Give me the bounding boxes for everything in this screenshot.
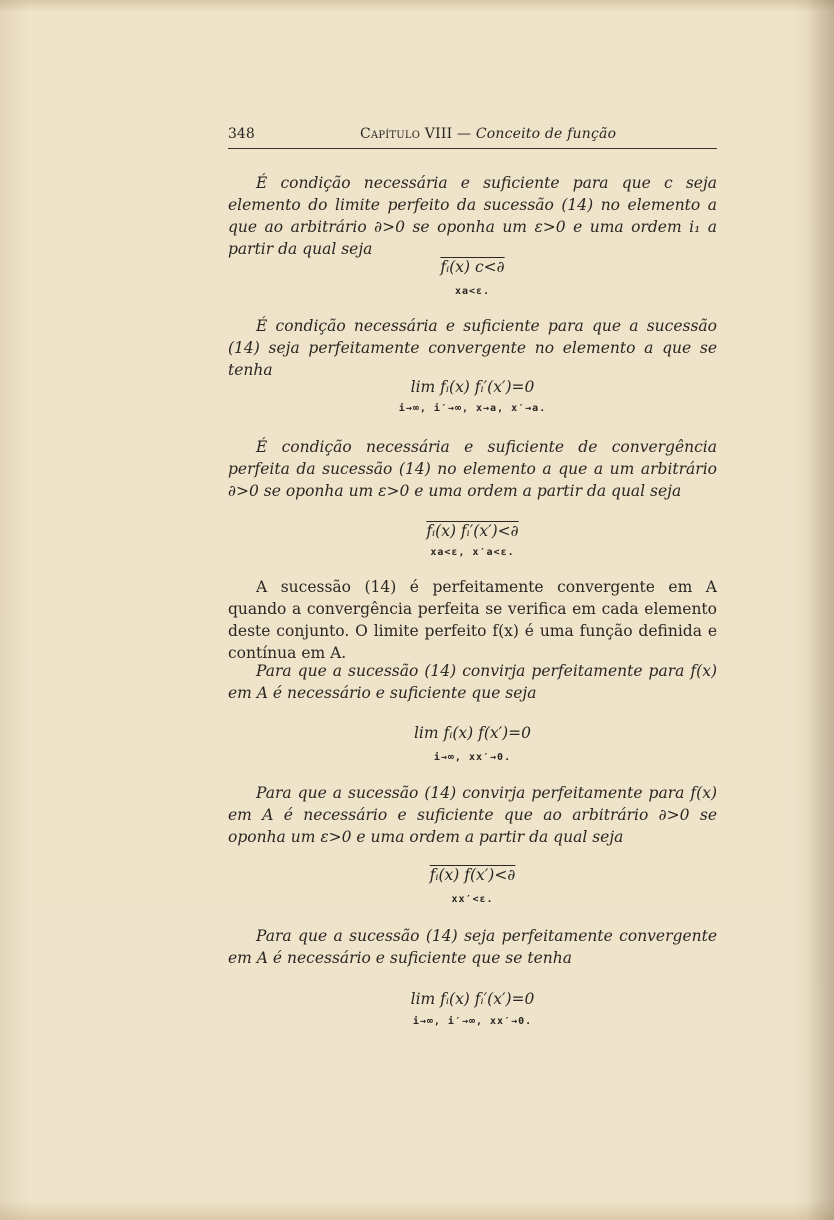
formula-7-condition: i→∞, i′→∞, xx′→0.: [412, 1016, 533, 1027]
page-header: [228, 126, 717, 149]
scan-edge-shadow: [806, 0, 834, 1220]
paragraph-3: [228, 436, 717, 502]
paragraph-5: [228, 660, 717, 704]
running-head-chapter: Capítulo VIII —: [360, 126, 472, 142]
paragraph-6: [228, 782, 717, 848]
formula-3-condition: xa<ε, x′a<ε.: [430, 547, 515, 558]
formula-6-condition: xx′<ε.: [451, 894, 494, 905]
paragraph-7: [228, 925, 717, 969]
running-head-title: Conceito de função: [475, 126, 617, 142]
paragraph-4-text: A sucessão (14) é perfeitamente convergente em A quando a convergência perfeita se verifica em cada elemento deste conjunto. O limite perfeito f(x) é uma função definida e contínua em A.: [228, 578, 717, 662]
paragraph-4: [228, 576, 717, 664]
paragraph-2: [228, 315, 717, 381]
paragraph-7-text: Para que a sucessão (14) seja perfeitamente convergente em A é necessário e suficiente que se tenha: [228, 927, 717, 967]
formula-2-main: lim fᵢ(x) fᵢ′(x′)=0: [410, 378, 535, 396]
formula-3: [228, 521, 717, 541]
formula-1-condition: xa<ε.: [454, 286, 491, 297]
formula-7: [228, 989, 717, 1009]
formula-2-condition: i→∞, i′→∞, x→a, x′→a.: [398, 403, 547, 414]
formula-1-main: fᵢ(x) c<∂: [440, 258, 505, 276]
formula-2: [228, 377, 717, 397]
formula-3-main: fᵢ(x) fᵢ′(x′)<∂: [426, 522, 519, 540]
formula-5: [228, 723, 717, 743]
formula-5-condition: i→∞, xx′→0.: [433, 752, 512, 763]
formula-7-main: lim fᵢ(x) fᵢ′(x′)=0: [410, 990, 535, 1008]
paragraph-3-text: É condição necessária e suficiente de convergência perfeita da sucessão (14) no elemento a que a um arbitrário ∂>0 se oponha um ε>0 e uma ordem a partir da qual seja: [228, 438, 717, 500]
running-head: [360, 126, 616, 142]
formula-5-main: lim fᵢ(x) f(x′)=0: [413, 724, 532, 742]
page-number: 348: [228, 126, 255, 142]
paragraph-6-text: Para que a sucessão (14) convirja perfeitamente para f(x) em A é necessário e suficiente que ao arbitrário ∂>0 se oponha um ε>0 e uma ordem a partir da qual seja: [228, 784, 717, 846]
formula-6: [228, 865, 717, 885]
paragraph-1: [228, 172, 717, 260]
paragraph-1-text: É condição necessária e suficiente para que c seja elemento do limite perfeito da sucessão (14) no elemento a que ao arbitrário ∂>0 se oponha um ε>0 e uma ordem i₁ a partir da qual seja: [228, 174, 717, 258]
formula-6-main: fᵢ(x) f(x′)<∂: [429, 866, 516, 884]
paragraph-5-text: Para que a sucessão (14) convirja perfeitamente para f(x) em A é necessário e suficiente que seja: [228, 662, 717, 702]
formula-1: [228, 257, 717, 277]
paragraph-2-text: É condição necessária e suficiente para que a sucessão (14) seja perfeitamente convergente no elemento a que se tenha: [228, 317, 717, 379]
